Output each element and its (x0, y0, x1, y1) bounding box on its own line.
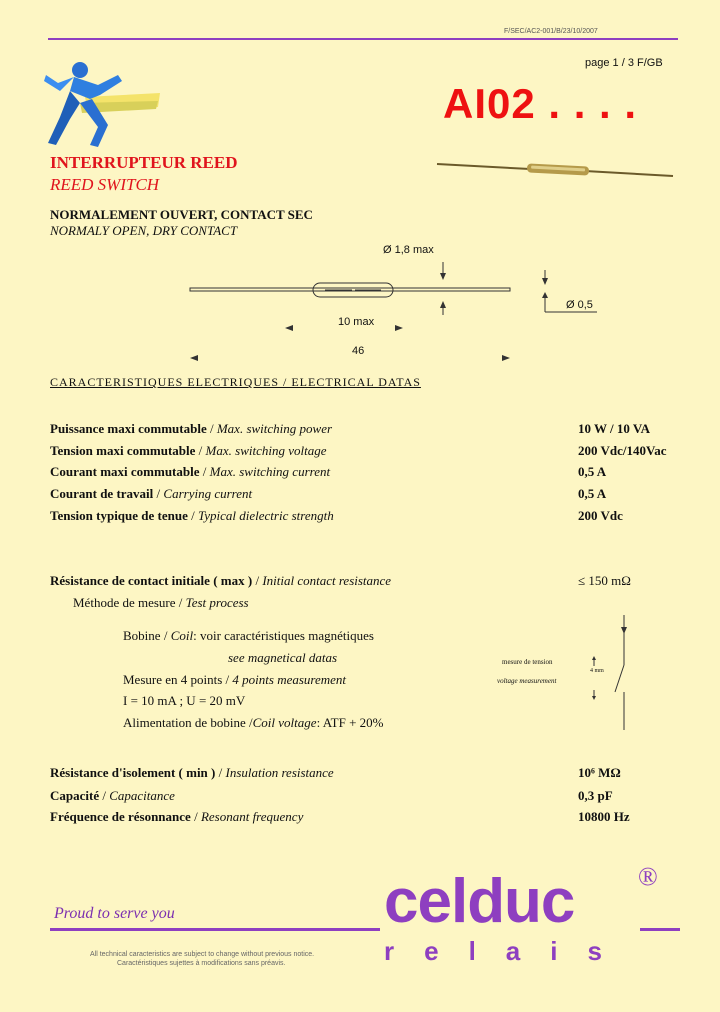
diagram-small-label: 4 mm (590, 668, 604, 674)
disclaimer-fr: Caractéristiques sujettes à modifications sans préavis. (117, 960, 286, 967)
measurement-diagram (585, 610, 635, 735)
contact-resistance-value: ≤ 150 mΩ (578, 573, 631, 588)
coil-line-en: see magnetical datas (228, 650, 338, 665)
diagram-label-fr: mesure de tension (502, 658, 553, 666)
spec-row: Courant de travail / Carrying current (50, 486, 253, 501)
spec-value: 0,3 pF (578, 788, 613, 803)
spec-value: 10 W / 10 VA (578, 421, 651, 436)
slogan: Proud to serve you (54, 905, 175, 922)
conditions-line: I = 10 mA ; U = 20 mV (123, 693, 246, 708)
disclaimer-en: All technical caracteristics are subject to change without previous notice. (90, 951, 315, 958)
spec-row: Capacité / Capacitance (50, 788, 175, 803)
page-number: page 1 / 3 F/GB (585, 57, 663, 69)
top-rule (48, 38, 678, 40)
contact-resistance-row: Résistance de contact initiale ( max ) / Initial contact resistance (50, 573, 392, 588)
footer-rule-left (50, 928, 380, 931)
registered-mark: ® (638, 862, 658, 891)
spec-row: Résistance d'isolement ( min ) / Insulation resistance (50, 765, 334, 780)
spec-row: Puissance maxi commutable / Max. switching power (50, 421, 333, 436)
dim-total-length: 46 (352, 345, 365, 357)
dim-body-length: 10 max (338, 316, 375, 328)
section-title-electrical: CARACTERISTIQUES ELECTRIQUES / ELECTRICAL DATAS (50, 375, 421, 389)
spec-row: Courant maxi commutable / Max. switching current (50, 464, 331, 479)
measure-line: Mesure en 4 points / 4 points measurement (123, 672, 347, 687)
spec-row: Tension typique de tenue / Typical dielectric strength (50, 508, 334, 523)
runner-logo (40, 55, 165, 150)
spec-value: 0,5 A (578, 486, 607, 501)
heading-en: REED SWITCH (50, 175, 160, 194)
dim-wire-diameter: Ø 0,5 (566, 299, 593, 311)
spec-value: 200 Vdc (578, 508, 623, 523)
spec-value: 10⁶ MΩ (578, 765, 621, 780)
spec-value: 0,5 A (578, 464, 607, 479)
test-process-label: Méthode de mesure / Test process (73, 595, 249, 610)
coil-line: Bobine / Coil: voir caractéristiques magnétiques (123, 628, 374, 643)
document-reference: F/SEC/AC2-001/B/23/10/2007 (504, 28, 598, 35)
subheading-en: NORMALY OPEN, DRY CONTACT (50, 223, 238, 238)
brand-sub: relais (384, 936, 632, 966)
reed-switch-photo (435, 160, 675, 180)
spec-value: 10800 Hz (578, 809, 630, 824)
spec-value: 200 Vdc/140Vac (578, 443, 667, 458)
brand-logo: celduc (384, 867, 575, 936)
subheading-fr: NORMALEMENT OUVERT, CONTACT SEC (50, 207, 313, 222)
footer-rule-right (640, 928, 680, 931)
dimension-drawing (185, 240, 605, 370)
supply-line: Alimentation de bobine /Coil voltage: ATF + 20% (123, 715, 384, 730)
spec-row: Tension maxi commutable / Max. switching voltage (50, 443, 327, 458)
product-title: AI02 . . . . (443, 80, 638, 127)
dim-diameter-max: Ø 1,8 max (383, 244, 434, 256)
spec-row: Fréquence de résonnance / Resonant frequency (50, 809, 304, 824)
heading-fr: INTERRUPTEUR REED (50, 153, 238, 172)
diagram-label-en: voltage measurement (497, 677, 557, 685)
